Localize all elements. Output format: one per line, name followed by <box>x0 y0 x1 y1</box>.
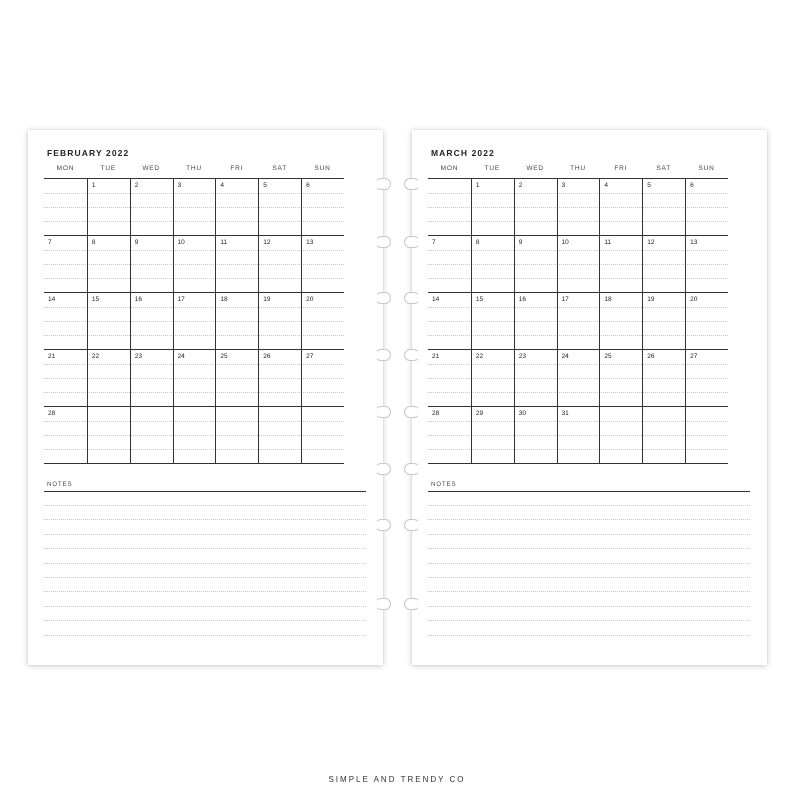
notes-divider <box>428 491 750 492</box>
day-cell[interactable] <box>428 293 471 350</box>
week-row <box>428 178 728 236</box>
weekday-header-tue: TUE <box>100 165 116 172</box>
binder-hole <box>375 463 391 475</box>
day-number: 12 <box>263 239 271 246</box>
day-cell[interactable] <box>642 407 685 464</box>
day-cell[interactable] <box>599 179 642 236</box>
week-row <box>44 235 344 293</box>
day-cell[interactable] <box>471 407 514 464</box>
day-cell[interactable] <box>301 407 344 464</box>
day-number: 3 <box>561 182 566 189</box>
notes-divider <box>44 491 366 492</box>
day-cell[interactable] <box>258 407 301 464</box>
day-number: 7 <box>48 239 52 246</box>
weekday-header-sun: SUN <box>314 165 331 172</box>
day-number: 31 <box>561 410 569 417</box>
binder-hole <box>375 178 391 190</box>
day-cell[interactable] <box>130 236 173 293</box>
day-cell[interactable] <box>173 236 216 293</box>
february-planner-sheet <box>28 130 383 665</box>
weekday-header-tue: TUE <box>484 165 500 172</box>
calendar-grid <box>428 178 728 464</box>
weekday-header-sat: SAT <box>272 165 287 172</box>
day-cell[interactable] <box>173 179 216 236</box>
week-row <box>428 349 728 407</box>
day-number: 24 <box>177 353 185 360</box>
day-number: 20 <box>306 296 314 303</box>
notes-line <box>428 563 750 564</box>
day-number: 20 <box>690 296 698 303</box>
weekday-header-wed: WED <box>142 165 160 172</box>
day-cell[interactable] <box>44 407 87 464</box>
day-cell[interactable] <box>557 407 600 464</box>
week-row <box>44 178 344 236</box>
notes-area <box>44 491 366 651</box>
day-cell[interactable] <box>557 179 600 236</box>
day-cell[interactable] <box>428 236 471 293</box>
day-number: 12 <box>647 239 655 246</box>
week-row <box>44 292 344 350</box>
day-cell[interactable] <box>599 236 642 293</box>
day-cell[interactable] <box>599 350 642 407</box>
grid-bottom-border <box>44 463 344 464</box>
day-number: 18 <box>604 296 612 303</box>
day-cell[interactable] <box>301 179 344 236</box>
day-cell[interactable] <box>258 350 301 407</box>
day-number: 16 <box>134 296 142 303</box>
binder-hole <box>375 519 391 531</box>
day-number: 19 <box>263 296 271 303</box>
binder-hole <box>404 519 420 531</box>
day-cell[interactable] <box>428 407 471 464</box>
day-number: 27 <box>306 353 314 360</box>
day-number: 11 <box>604 239 612 246</box>
weekday-header-mon: MON <box>440 165 459 172</box>
day-cell[interactable] <box>685 350 728 407</box>
notes-label: NOTES <box>431 482 457 488</box>
day-cell[interactable] <box>215 179 258 236</box>
day-cell[interactable] <box>44 293 87 350</box>
notes-line <box>428 591 750 592</box>
day-number: 13 <box>690 239 698 246</box>
day-number: 9 <box>134 239 139 246</box>
day-number: 14 <box>432 296 440 303</box>
day-cell[interactable] <box>642 236 685 293</box>
notes-line <box>428 606 750 607</box>
binder-hole <box>375 292 391 304</box>
day-number: 5 <box>263 182 267 189</box>
day-number: 22 <box>91 353 100 360</box>
day-number: 17 <box>177 296 185 303</box>
notes-line <box>428 635 750 636</box>
day-cell[interactable] <box>471 293 514 350</box>
day-number: 28 <box>48 410 56 417</box>
month-title: MARCH 2022 <box>431 148 495 158</box>
day-number: 1 <box>475 182 480 189</box>
notes-line <box>428 534 750 535</box>
day-cell[interactable] <box>258 236 301 293</box>
day-number: 7 <box>432 239 436 246</box>
binder-hole <box>375 406 391 418</box>
day-cell[interactable] <box>557 293 600 350</box>
day-cell[interactable] <box>685 179 728 236</box>
day-number: 2 <box>134 182 139 189</box>
binder-hole <box>404 178 420 190</box>
day-cell[interactable] <box>685 407 728 464</box>
day-number: 6 <box>690 182 694 189</box>
day-number: 26 <box>263 353 271 360</box>
notes-line <box>428 577 750 578</box>
week-row <box>428 292 728 350</box>
day-cell[interactable] <box>215 407 258 464</box>
day-number: 24 <box>561 353 569 360</box>
notes-line <box>44 620 366 621</box>
day-number: 23 <box>134 353 142 360</box>
notes-label: NOTES <box>47 482 73 488</box>
day-number: 14 <box>48 296 56 303</box>
day-number: 19 <box>647 296 655 303</box>
day-cell[interactable] <box>44 350 87 407</box>
month-title: FEBRUARY 2022 <box>47 148 130 158</box>
day-number: 15 <box>475 296 484 303</box>
day-cell[interactable] <box>173 407 216 464</box>
notes-line <box>44 505 366 506</box>
day-cell[interactable] <box>215 350 258 407</box>
day-cell[interactable] <box>514 293 557 350</box>
day-number: 15 <box>91 296 100 303</box>
day-number: 22 <box>475 353 484 360</box>
binder-hole <box>375 236 391 248</box>
day-number: 9 <box>518 239 523 246</box>
day-cell[interactable] <box>514 407 557 464</box>
day-cell[interactable] <box>44 236 87 293</box>
notes-line <box>44 548 366 549</box>
day-number: 5 <box>647 182 651 189</box>
weekday-header-fri: FRI <box>614 165 628 172</box>
day-number: 23 <box>518 353 526 360</box>
notes-area <box>428 491 750 651</box>
day-cell[interactable] <box>87 293 130 350</box>
day-cell[interactable] <box>514 350 557 407</box>
weekday-header-thu: THU <box>186 165 202 172</box>
weekday-header-wed: WED <box>526 165 544 172</box>
binder-hole <box>404 406 420 418</box>
day-number: 2 <box>518 182 523 189</box>
day-number: 11 <box>220 239 228 246</box>
binder-hole <box>404 292 420 304</box>
day-number: 25 <box>220 353 228 360</box>
notes-line <box>428 505 750 506</box>
notes-line <box>44 563 366 564</box>
day-number: 10 <box>177 239 185 246</box>
day-number: 13 <box>306 239 314 246</box>
day-cell[interactable] <box>301 293 344 350</box>
day-cell[interactable] <box>215 293 258 350</box>
day-number: 1 <box>91 182 96 189</box>
day-number: 8 <box>91 239 96 246</box>
binder-hole <box>404 463 420 475</box>
weekday-header-mon: MON <box>56 165 75 172</box>
day-cell[interactable] <box>301 350 344 407</box>
day-cell[interactable] <box>685 236 728 293</box>
weekday-header-sun: SUN <box>698 165 715 172</box>
march-planner-sheet <box>412 130 767 665</box>
day-cell[interactable] <box>130 350 173 407</box>
weekday-header-row <box>44 165 344 177</box>
notes-line <box>44 591 366 592</box>
day-cell[interactable] <box>557 236 600 293</box>
day-cell[interactable] <box>557 350 600 407</box>
binder-hole <box>375 349 391 361</box>
day-number: 4 <box>604 182 609 189</box>
week-row <box>428 406 728 464</box>
day-cell[interactable] <box>173 350 216 407</box>
weekday-header-row <box>428 165 728 177</box>
day-cell[interactable] <box>685 293 728 350</box>
day-cell[interactable] <box>258 179 301 236</box>
day-cell[interactable] <box>599 293 642 350</box>
day-number: 16 <box>518 296 526 303</box>
day-number: 4 <box>220 182 225 189</box>
grid-bottom-border <box>428 463 728 464</box>
notes-line <box>428 519 750 520</box>
notes-line <box>44 534 366 535</box>
day-number: 17 <box>561 296 569 303</box>
binder-hole <box>404 349 420 361</box>
day-number: 28 <box>432 410 440 417</box>
day-number: 26 <box>647 353 655 360</box>
day-cell[interactable] <box>87 350 130 407</box>
day-cell[interactable] <box>514 179 557 236</box>
day-number: 21 <box>48 353 56 360</box>
binder-hole <box>375 598 391 610</box>
notes-line <box>44 577 366 578</box>
day-cell[interactable] <box>173 293 216 350</box>
day-cell[interactable] <box>642 350 685 407</box>
day-cell[interactable] <box>87 236 130 293</box>
binder-hole <box>404 236 420 248</box>
day-cell[interactable] <box>599 407 642 464</box>
day-cell[interactable] <box>642 179 685 236</box>
day-cell[interactable] <box>428 179 471 236</box>
day-cell[interactable] <box>130 293 173 350</box>
week-row <box>428 235 728 293</box>
week-row <box>44 406 344 464</box>
day-number: 29 <box>475 410 484 417</box>
notes-line <box>44 635 366 636</box>
day-number: 3 <box>177 182 182 189</box>
day-cell[interactable] <box>215 236 258 293</box>
binder-hole <box>404 598 420 610</box>
day-cell[interactable] <box>471 236 514 293</box>
day-number: 6 <box>306 182 310 189</box>
weekday-header-sat: SAT <box>656 165 671 172</box>
day-number: 21 <box>432 353 440 360</box>
weekday-header-fri: FRI <box>230 165 244 172</box>
notes-line <box>428 620 750 621</box>
day-cell[interactable] <box>471 179 514 236</box>
day-number: 27 <box>690 353 698 360</box>
weekday-header-thu: THU <box>570 165 586 172</box>
day-cell[interactable] <box>130 407 173 464</box>
day-number: 18 <box>220 296 228 303</box>
notes-line <box>44 519 366 520</box>
day-cell[interactable] <box>471 350 514 407</box>
day-cell[interactable] <box>87 179 130 236</box>
notes-line <box>44 606 366 607</box>
day-cell[interactable] <box>428 350 471 407</box>
day-number: 10 <box>561 239 569 246</box>
brand-name: SIMPLE AND TRENDY CO <box>328 775 466 784</box>
calendar-grid <box>44 178 344 464</box>
day-cell[interactable] <box>44 179 87 236</box>
day-cell[interactable] <box>130 179 173 236</box>
day-number: 25 <box>604 353 612 360</box>
week-row <box>44 349 344 407</box>
day-cell[interactable] <box>642 293 685 350</box>
day-cell[interactable] <box>258 293 301 350</box>
day-cell[interactable] <box>514 236 557 293</box>
notes-line <box>428 548 750 549</box>
day-cell[interactable] <box>301 236 344 293</box>
day-number: 8 <box>475 239 480 246</box>
day-number: 30 <box>518 410 526 417</box>
day-cell[interactable] <box>87 407 130 464</box>
